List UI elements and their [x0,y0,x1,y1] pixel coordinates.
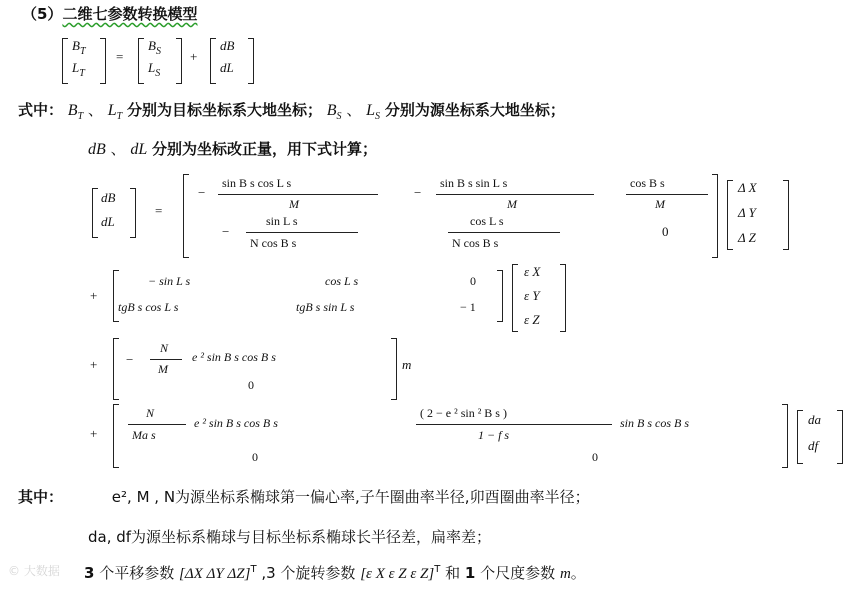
eq1-m1-bracket-right [176,38,182,84]
db-symbol: dB [88,141,106,158]
eq2-r2c1-minus: − [222,224,230,239]
eq3-vec-ex: ε X [524,264,541,279]
eq4-minus: − [126,352,134,367]
eq2-vec-dz: Δ Z [738,230,756,245]
eq3-r1c3: 0 [470,274,476,288]
eq3-r1c2: cos L s [325,274,359,288]
eq5-num2: ( 2 − e ² sin ² B s ) [420,406,507,420]
eq2-r1c2-fracline [436,194,594,195]
eq2-lhs-bracket-left [92,188,98,238]
eq1-m2-bracket-left [210,38,216,84]
qizhong-line [18,486,590,507]
eq3-matrix-bracket-right [497,270,503,322]
period: 。 [570,564,586,582]
eq4-bracket-right [391,338,397,400]
eq4-zero: 0 [248,378,254,392]
eq2-equals: = [155,203,163,218]
eq1-lhs-bottom: $L_T$ [72,60,85,79]
eq5-plus: + [90,426,98,441]
eq5-fracline2 [416,424,612,425]
eq3-vec-bracket-left [512,264,518,332]
eq5-vec-bracket-left [797,410,803,464]
eq2-r2c1-num: sin L s [266,214,298,228]
watermark-icon: © [8,564,20,578]
eq2-r1c2-minus: − [414,185,422,200]
eq4-rest: e ² sin B s cos B s [192,350,276,364]
eq4-bracket-left [113,338,119,400]
eq2-r2c1-den: N cos B s [250,236,297,250]
eq5-rest2: sin B s cos B s [620,416,689,430]
eq5-rest1: e ² sin B s cos B s [194,416,278,430]
shizhong-line [18,99,565,120]
eq2-lhs-bottom: dL [101,214,115,229]
eq4-num: N [160,341,169,355]
eq2-r2c3: 0 [662,224,669,239]
bt-symbol: $B_T$ [67,102,84,122]
eq1-m1-top: $B_S$ [148,38,161,57]
eq5-matrix-bracket-right [782,404,788,468]
eq2-matrix-bracket-left [183,174,189,258]
qizhong-text: e², M , N为源坐标系椭球第一偏心率,子午圈曲率半径,卯酉圈曲率半径； [111,488,590,506]
eq2-r1c3-num: cos B s [630,176,665,190]
scale-symbol: m [559,566,571,582]
transpose-2: T [434,564,441,575]
sep-2: 、 [346,101,362,119]
eq2-r1c1-minus: − [198,185,206,200]
eq2-vec-bracket-right [783,180,789,250]
desc-target-coords: 分别为目标坐标系大地坐标； [126,101,322,119]
eq1-lhs-bracket-left [62,38,68,84]
eq5-vec-bracket-right [837,410,843,464]
eq5-vec-df: df [808,438,819,453]
eq2-vec-dy: Δ Y [738,205,756,220]
eq2-lhs-top: dB [101,190,116,205]
eq5-zero1: 0 [252,450,258,464]
eq5-zero2: 0 [592,450,598,464]
eq2-r1c3-den: M [655,197,665,211]
eq2-r2c2-den: N cos B s [452,236,499,250]
eq5-matrix-bracket-left [113,404,119,468]
num-3: 3 [84,564,95,582]
dbdl-desc: 分别为坐标改正量，用下式计算； [152,140,378,158]
eq4-fracline [150,359,182,360]
params-line [84,562,586,583]
eq1-plus: + [190,49,198,64]
watermark [8,562,60,579]
qizhong-label: 其中： [18,488,64,506]
rotation-params-text: ,3 个旋转参数 [261,564,356,582]
sep-1: 、 [87,101,103,119]
eq4-plus: + [90,357,98,372]
dbdl-line [88,138,377,159]
transpose-1: T [250,564,257,575]
eq2-vec-bracket-left [727,180,733,250]
eq2-vec-dx: Δ X [738,180,757,195]
eq2-matrix-bracket-right [712,174,718,258]
dbdl-sep: 、 [110,140,126,158]
eq1-m1-bottom: $L_S$ [148,60,161,79]
translation-params-text: 个平移参数 [99,564,175,582]
section-heading [22,3,197,24]
eq1-lhs-top: $B_T$ [72,38,86,57]
num-1: 1 [464,564,476,582]
eq2-r1c2-num: sin B s sin L s [440,176,508,190]
eq3-vec-ez: ε Z [524,312,540,327]
eq3-r2c3: − 1 [460,300,476,314]
eq4-den: M [158,362,168,376]
bs-symbol: $B_S$ [326,102,342,122]
desc-source-coords: 分别为源坐标系大地坐标； [384,101,565,119]
rotation-vector: [ε X ε Z ε Z] [360,566,435,582]
ls-symbol: $L_S$ [366,102,381,122]
eq3-r2c1: tgB s cos L s [118,300,179,314]
eq5-vec-da: da [808,412,821,427]
eq5-fracline1 [128,424,186,425]
eq3-r1c1: − sin L s [148,274,191,288]
eq5-den1: Ma s [132,428,156,442]
eq2-r2c2-num: cos L s [470,214,504,228]
and-text: 和 [445,564,461,582]
shizhong-label: 式中： [18,101,64,119]
eq2-lhs-bracket-right [130,188,136,238]
dadf-line: da, df为源坐标系椭球与目标坐标系椭球长半径差，扁率差； [88,528,492,546]
translation-vector: [ΔX ΔY ΔZ] [179,566,251,582]
eq2-r1c2-den: M [507,197,517,211]
eq5-num1: N [146,406,155,420]
eq3-plus: + [90,288,98,303]
watermark-text: 大数据 [23,564,60,578]
eq1-m2-top: dB [220,38,235,53]
eq2-r1c1-den: M [289,197,299,211]
eq2-r2c1-fracline [246,232,358,233]
dl-symbol: dL [130,141,148,158]
eq1-m2-bracket-right [248,38,254,84]
eq2-r1c1-fracline [218,194,378,195]
heading-title: 二维七参数转换模型 [62,5,198,23]
eq3-vec-ey: ε Y [524,288,540,303]
eq1-equals: = [116,49,124,64]
eq2-r1c3-fracline [626,194,708,195]
eq2-r2c2-fracline [448,232,560,233]
eq1-m1-bracket-left [138,38,144,84]
eq1-lhs-bracket-right [100,38,106,84]
eq4-m: m [402,357,412,372]
heading-prefix: （5） [22,5,63,23]
lt-symbol: $L_T$ [107,102,123,122]
eq3-r2c2: tgB s sin L s [296,300,355,314]
eq3-vec-bracket-right [560,264,566,332]
scale-param-text: 个尺度参数 [480,564,556,582]
eq2-r1c1-num: sin B s cos L s [222,176,292,190]
eq1-m2-bottom: dL [220,60,234,75]
eq5-den2: 1 − f s [478,428,510,442]
